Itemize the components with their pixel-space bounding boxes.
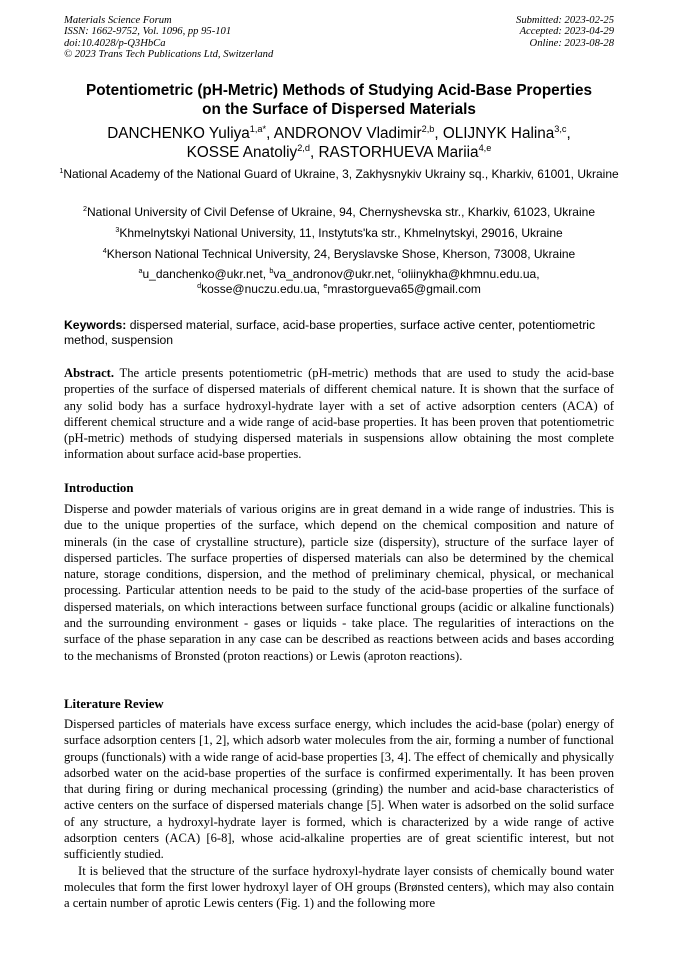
author-sup: 3,c (554, 123, 567, 134)
online-date: Online: 2023-08-28 (529, 37, 614, 49)
doi: doi:10.4028/p-Q3HbCa (64, 37, 166, 49)
author (443, 125, 571, 142)
author (274, 125, 443, 142)
copyright: © 2023 Trans Tech Publications Ltd, Switzerland (64, 49, 274, 61)
affiliation-3 (54, 226, 624, 241)
sep: , (566, 125, 571, 142)
aff-text: National University of Civil Defense of Ukraine, 94, Chernyshevska str., Kharkiv, 61023, Ukraine (86, 205, 595, 219)
keywords-text: dispersed material, surface, acid-base properties, surface active center, potentiometric method, suspension (64, 318, 596, 347)
journal-issn: ISSN: 1662-9752, Vol. 1096, pp 95-101 (64, 26, 232, 38)
paragraph: It is believed that the structure of the surface hydroxyl-hydrate layer consists of chemically bound water molecules that form the first lower hydroxyl layer of OH groups (Brønsted centers), which may also contain a certain number of aprotic Lewis centers (Fig. 1) and the following more (64, 863, 614, 911)
email: kosse@nuczu.edu.ua, (201, 282, 324, 296)
title-line: Potentiometric (pH-Metric) Methods of Studying Acid-Base Properties (86, 82, 592, 99)
title-line: on the Surface of Dispersed Materials (202, 100, 476, 118)
email-sup: e (323, 281, 328, 290)
author (107, 125, 274, 142)
accepted-date: Accepted: 2023-04-29 (519, 26, 614, 38)
aff-sup: 1 (59, 166, 64, 175)
dates-info (516, 15, 614, 49)
journal-name: Materials Science Forum (64, 15, 172, 26)
introduction-text (64, 501, 614, 664)
section-heading-literature-review: Literature Review (64, 697, 164, 711)
email: u_danchenko@ukr.net, (142, 267, 270, 281)
sep: , (309, 144, 319, 161)
author-sup: 1,a* (249, 123, 267, 134)
emails (54, 267, 624, 297)
author-sup: 4,e (478, 142, 492, 153)
aff-text: National Academy of the National Guard of Ukraine, 3, Zakhysnykiv Ukrainy sq., Kharkiv, 61001, Ukraine (63, 167, 619, 181)
abstract-label: Abstract. (64, 366, 115, 380)
aff-sup: 2 (82, 204, 87, 213)
submitted-date: Submitted: 2023-02-25 (516, 15, 614, 26)
aff-text: Kherson National Technical University, 24, Beryslavske Shose, Kherson, 73008, Ukraine (106, 247, 576, 261)
paper-title (40, 82, 638, 119)
paragraph: Disperse and powder materials of various origins are in great demand in a wide range of industries. This is due to the unique properties of the surface, which depend on the chemical composition and nature of minerals (in the case of crystalline structure), particle size (dispersity), structure of the surface layer of dispersed particles. The surface properties of dispersed materials can also be determined by the chemical nature, storage conditions, dispersion, and the method of preliminary chemical, physical, or mechanical processing. Particular attention needs to be paid to the study of the acid-base properties of the surface of dispersed materials, on which interactions between surface functional groups (acidic or alkaline functionals) and the surrounding environment - gases or liquids - take place. The regularities of interactions on the surface of the phase separation in any case can be described as reactions between acids and bases according to the mechanisms of Bronsted (proton reactions) or Lewis (aproton reactions). (64, 502, 614, 663)
abstract-text: The article presents potentiometric (pH-metric) methods that are used to study the acid-base properties of the surface of dispersed materials of different chemical nature. It is shown that the surface of any solid body has a surface hydroxyl-hydrate layer with a set of active adsorption centers (ACA) of different chemical structure and a wide range of acid-base properties. It has been proven that potentiometric (pH-metric) methods of studying dispersed materials in suspensions allow obtaining the most complete information about surface acid-base properties. (64, 366, 614, 462)
author (187, 144, 319, 161)
keywords (64, 318, 614, 348)
journal-info (64, 15, 273, 61)
affiliation-2 (54, 205, 624, 220)
keywords-label: Keywords: (64, 318, 127, 332)
author-sup: 2,d (297, 142, 310, 153)
affiliation-1 (54, 167, 624, 182)
email: mrastorgueva65@gmail.com (327, 282, 481, 296)
author-name: RASTORHUEVA Mariia (318, 144, 479, 161)
sep: , (434, 125, 443, 142)
email: oliinykha@khmnu.edu.ua, (401, 267, 540, 281)
aff-text: Khmelnytskyi National University, 11, Instytuts'ka str., Khmelnytskyi, 29016, Ukraine (119, 226, 563, 240)
affiliation-4 (54, 247, 624, 262)
author-name: ANDRONOV Vladimir (273, 125, 422, 142)
email-sup: c (397, 266, 402, 275)
author-name: KOSSE Anatoliy (186, 144, 298, 161)
author-sup: 2,b (421, 123, 435, 134)
paragraph: Dispersed particles of materials have excess surface energy, which includes the acid-base (polar) energy of surface adsorption centers [1, 2], which adsorb water molecules from the air, forming a number of functional groups (functionals) with a wide range of acid-base properties [3, 4]. The effect of chemically and physically adsorbed water on the acid-base properties of the surface is confirmed experimentally. It has been proven that during firing or during mechanical processing (grinding) the number and acid-base characteristics of active centers on the surface of dispersed materials change [5]. When water is adsorbed on the solid surface of any structure, a hydroxyl-hydrate layer is formed, which is characterized by a wide range of active adsorption centers (ACA) [6-8], whose acid-alkaline properties are of great scientific interest, but not sufficiently studied. (64, 717, 614, 862)
author (318, 144, 491, 161)
email: va_andronov@ukr.net, (273, 267, 398, 281)
authors (40, 124, 638, 162)
email-sup: b (269, 266, 274, 275)
aff-sup: 4 (102, 246, 107, 255)
aff-sup: 3 (115, 225, 120, 234)
email-sup: a (138, 266, 143, 275)
author-name: OLIJNYK Halina (442, 125, 555, 142)
sep: , (266, 125, 274, 142)
abstract (64, 365, 614, 463)
author-name: DANCHENKO Yuliya (107, 125, 250, 142)
section-heading-introduction: Introduction (64, 481, 134, 495)
literature-text (64, 716, 614, 912)
email-sup: d (197, 281, 202, 290)
